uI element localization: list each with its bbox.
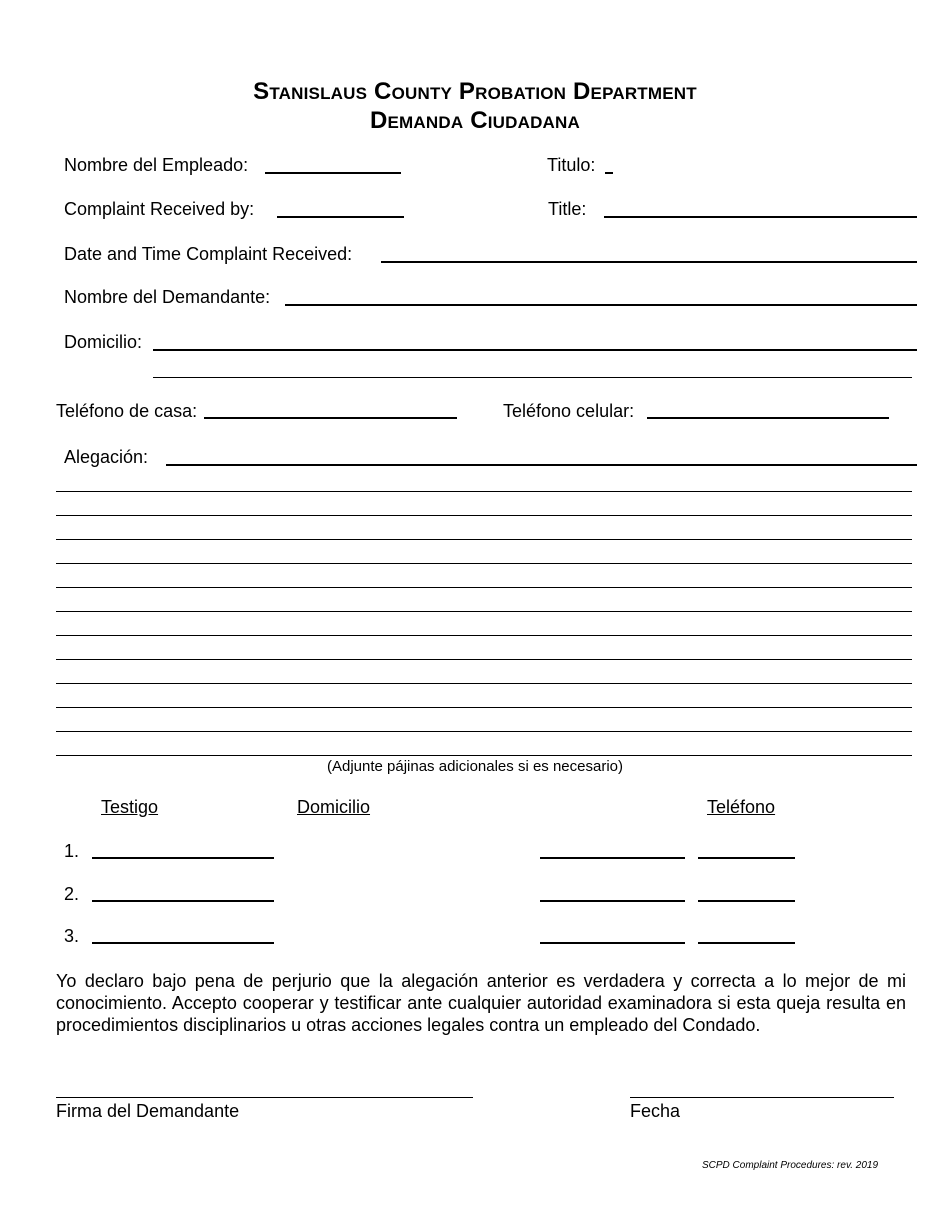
allegation-line[interactable] — [56, 587, 912, 588]
allegation-line[interactable] — [56, 731, 912, 732]
allegation-field-first-line[interactable] — [166, 464, 917, 466]
date-time-label: Date and Time Complaint Received: — [64, 244, 353, 264]
date-time-field[interactable] — [381, 261, 917, 263]
witness-name-field[interactable] — [92, 857, 274, 859]
witness-row-number: 2. — [64, 884, 80, 904]
allegation-line[interactable] — [56, 707, 912, 708]
signature-label: Firma del Demandante — [56, 1101, 240, 1121]
allegation-line[interactable] — [56, 491, 912, 492]
home-phone-field[interactable] — [204, 417, 457, 419]
form-title-line1: Stanislaus County Probation Department — [253, 78, 697, 105]
allegation-line[interactable] — [56, 563, 912, 564]
cell-phone-field[interactable] — [647, 417, 889, 419]
witness-phone-field[interactable] — [698, 942, 795, 944]
additional-pages-note: (Adjunte pájinas adicionales si es necesario) — [326, 758, 623, 775]
address-label: Domicilio: — [64, 332, 143, 352]
perjury-declaration: Yo declaro bajo pena de perjurio que la alegación anterior es verdadera y correcta a lo mejor de mi conocimiento. Accepto cooperar y testificar ante cualquier autoridad examinadora si esta queja resulta en procedimientos disciplinarios u otras acciones legales contra un empleado del Condado. — [56, 971, 906, 1035]
witness-address-field[interactable] — [540, 900, 685, 902]
witness-address-field[interactable] — [540, 857, 685, 859]
witness-column-header: Testigo — [101, 797, 159, 817]
employee-name-label: Nombre del Empleado: — [64, 155, 249, 175]
complainant-name-label: Nombre del Demandante: — [64, 287, 271, 307]
allegation-line[interactable] — [56, 755, 912, 756]
allegation-label: Alegación: — [64, 447, 149, 467]
witness-row-number: 3. — [64, 926, 80, 946]
allegation-line[interactable] — [56, 611, 912, 612]
received-by-field[interactable] — [277, 216, 404, 218]
allegation-line[interactable] — [56, 683, 912, 684]
home-phone-label: Teléfono de casa: — [56, 401, 198, 421]
witness-address-column-header: Domicilio — [297, 797, 371, 817]
allegation-line[interactable] — [56, 635, 912, 636]
witness-row-number: 1. — [64, 841, 80, 861]
address-field-line1[interactable] — [153, 349, 917, 351]
received-title-label: Title: — [548, 199, 587, 219]
date-label: Fecha — [630, 1101, 681, 1121]
form-title-line2: Demanda Ciudadana — [369, 107, 580, 134]
employee-name-field[interactable] — [265, 172, 401, 174]
date-field[interactable] — [630, 1097, 894, 1098]
address-field-line2[interactable] — [153, 377, 912, 378]
witness-name-field[interactable] — [92, 900, 274, 902]
form-revision-footer: SCPD Complaint Procedures: rev. 2019 — [702, 1160, 879, 1171]
allegation-line[interactable] — [56, 659, 912, 660]
allegation-line[interactable] — [56, 515, 912, 516]
witness-phone-field[interactable] — [698, 900, 795, 902]
signature-field[interactable] — [56, 1097, 473, 1098]
received-by-label: Complaint Received by: — [64, 199, 255, 219]
witness-name-field[interactable] — [92, 942, 274, 944]
allegation-line[interactable] — [56, 539, 912, 540]
received-title-field[interactable] — [604, 216, 917, 218]
cell-phone-label: Teléfono celular: — [503, 401, 635, 421]
complainant-name-field[interactable] — [285, 304, 917, 306]
employee-title-field[interactable] — [605, 172, 613, 174]
witness-address-field[interactable] — [540, 942, 685, 944]
witness-phone-field[interactable] — [698, 857, 795, 859]
witness-phone-column-header: Teléfono — [707, 797, 776, 817]
employee-title-label: Titulo: — [547, 155, 596, 175]
